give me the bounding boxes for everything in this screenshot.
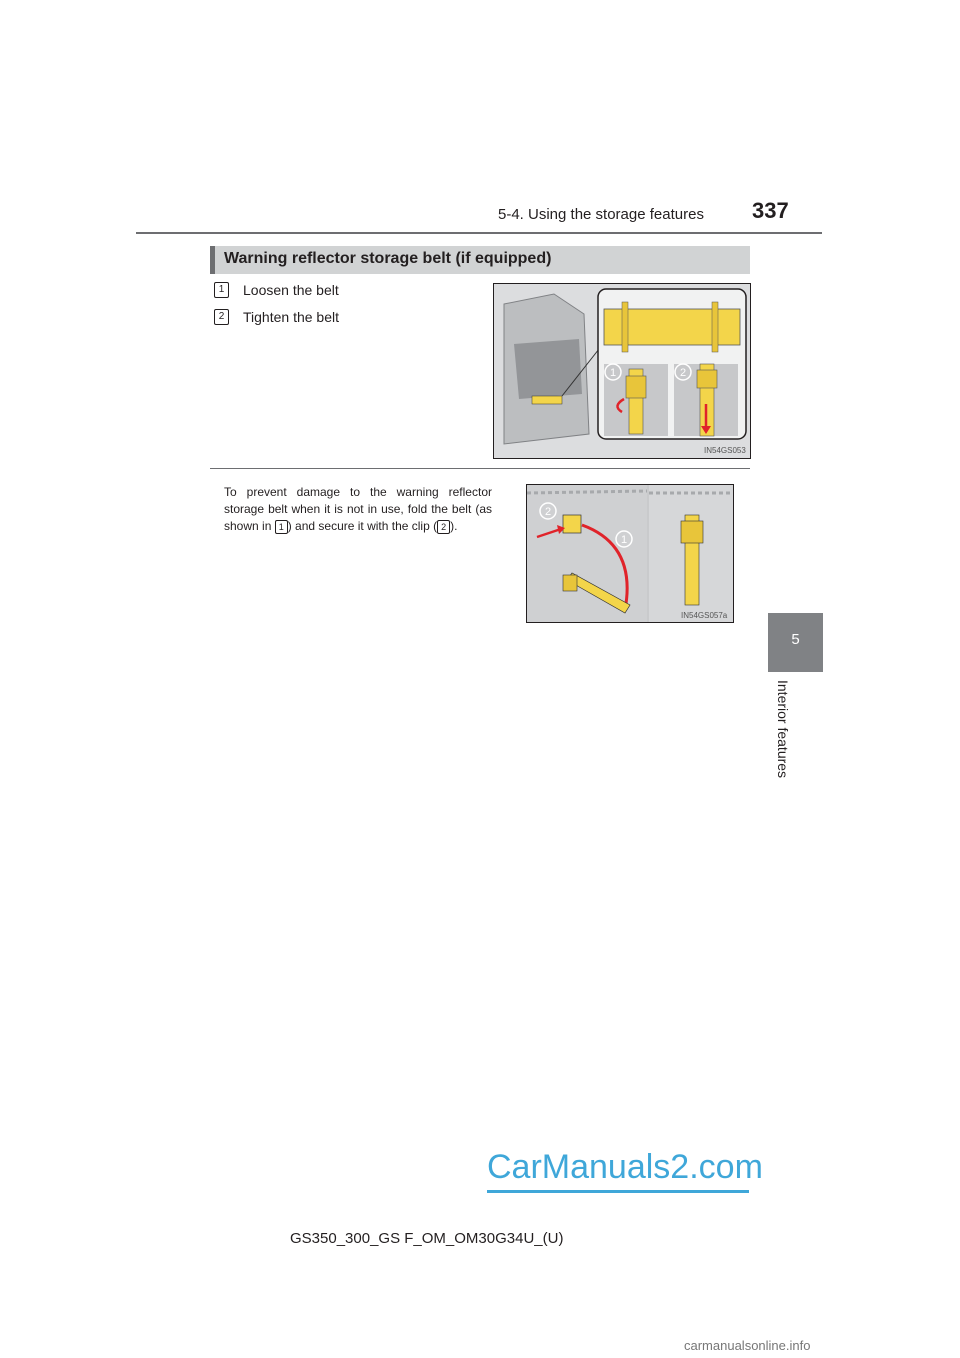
header-section-title: 5-4. Using the storage features bbox=[498, 206, 704, 223]
belt-fold-illustration bbox=[527, 485, 733, 622]
belt-adjust-illustration bbox=[494, 284, 750, 458]
step-1-text: Loosen the belt bbox=[243, 282, 339, 298]
footer-url: carmanualsonline.info bbox=[684, 1338, 811, 1353]
watermark-underline bbox=[487, 1190, 749, 1193]
watermark-logo: CarManuals2.com bbox=[487, 1148, 763, 1186]
belt-fold-figure bbox=[526, 484, 734, 623]
belt-adjust-figure bbox=[493, 283, 751, 459]
step-2-number: 2 bbox=[214, 309, 229, 325]
chapter-tab bbox=[768, 613, 823, 672]
note-text-part-1: To prevent damage to the warning reflector storage belt when it is not in use, fold the belt (as shown in bbox=[224, 485, 492, 533]
chapter-tab-label: Interior features bbox=[775, 680, 791, 779]
step-2-text: Tighten the belt bbox=[243, 309, 339, 325]
step-1-number: 1 bbox=[214, 282, 229, 298]
section-heading: Warning reflector storage belt (if equipped) bbox=[224, 250, 552, 267]
note-ref-2: 2 bbox=[437, 520, 450, 534]
note-text-part-2: ) and secure it with the clip ( bbox=[287, 519, 438, 533]
figure1-callout-1: 1 bbox=[609, 367, 617, 379]
chapter-number: 5 bbox=[791, 631, 800, 648]
section-divider bbox=[210, 468, 750, 469]
figure1-callout-2: 2 bbox=[679, 367, 687, 379]
header-rule bbox=[136, 232, 822, 234]
figure2-callout-2: 2 bbox=[544, 506, 552, 518]
page-number: 337 bbox=[752, 198, 789, 223]
footer-document-code: GS350_300_GS F_OM_OM30G34U_(U) bbox=[290, 1230, 564, 1247]
note-text-part-3: ). bbox=[450, 519, 458, 533]
storage-note bbox=[224, 484, 492, 535]
note-ref-1: 1 bbox=[275, 520, 288, 534]
figure2-code: IN54GS057a bbox=[681, 611, 728, 620]
figure2-callout-1: 1 bbox=[620, 534, 628, 546]
section-heading-bar bbox=[210, 246, 750, 274]
figure1-code: IN54GS053 bbox=[704, 446, 746, 455]
section-heading-accent bbox=[210, 246, 215, 274]
